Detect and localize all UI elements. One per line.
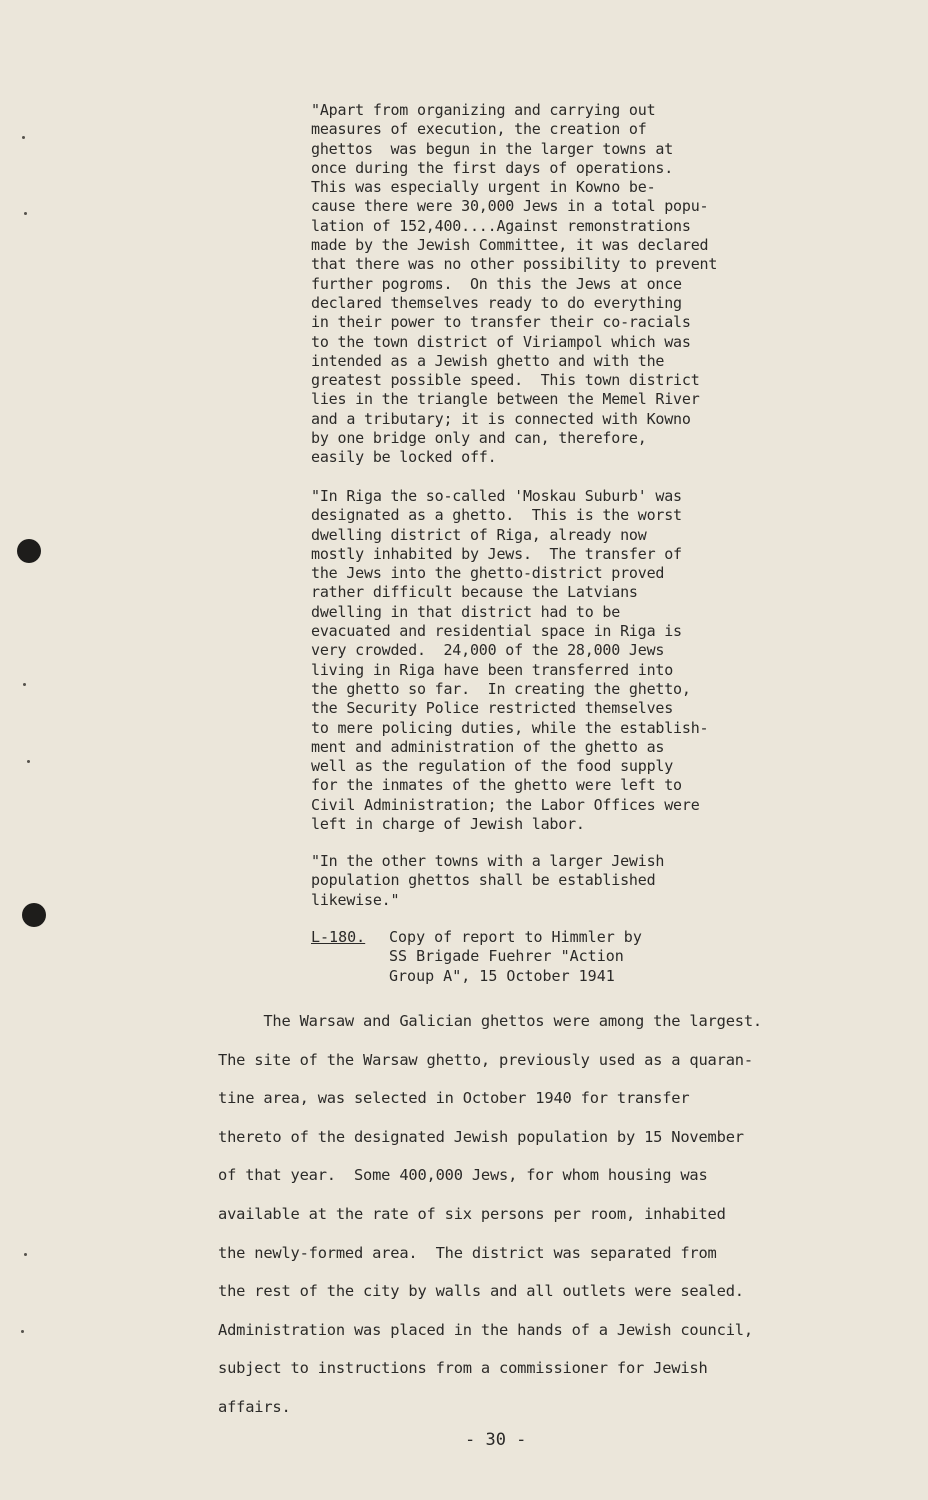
paper-speck bbox=[24, 1253, 27, 1256]
quote-kowno: "Apart from organizing and carrying out measures of execution, the creation of ghettos was begun in the larger towns at once during the first days of operations. This was especially urgent in Kowno be- cause there were 30,000 Jews in a total popu- lation of 152,400....Against remonstrations made by the Jewish Committee, it was declared that there was no other possibility to prevent further pogroms. On this the Jews at once declared themselves ready to do everything in their power to transfer their co-racials to the town district of Viriampol which was intended as a Jewish ghetto and with the greatest possible speed. This town district lies in the triangle between the Memel River and a tributary; it is connected with Kowno by one bridge only and can, therefore, easily be locked off. bbox=[311, 101, 718, 467]
punch-hole bbox=[17, 539, 41, 563]
punch-hole bbox=[22, 903, 46, 927]
paper-speck bbox=[23, 683, 26, 686]
quote-other-towns: "In the other towns with a larger Jewish population ghettos shall be established likewise." bbox=[311, 852, 665, 909]
paper-speck bbox=[27, 760, 30, 763]
paper-speck bbox=[24, 212, 27, 215]
citation-text: Copy of report to Himmler by SS Brigade Fuehrer "Action Group A", 15 October 1941 bbox=[389, 928, 642, 985]
citation-id: L-180. bbox=[311, 928, 366, 946]
paper-speck bbox=[22, 136, 25, 139]
page-number: - 30 - bbox=[465, 1430, 527, 1450]
paper-speck bbox=[21, 1330, 24, 1333]
quote-riga: "In Riga the so-called 'Moskau Suburb' was designated as a ghetto. This is the worst dwelling district of Riga, already now mostly inhabited by Jews. The transfer of the Jews into the ghetto-district proved rather difficult because the Latvians dwelling in that district had to be evacuated and residential space in Riga is very crowded. 24,000 of the 28,000 Jews living in Riga have been transferred into the ghetto so far. In creating the ghetto, the Security Police restricted themselves to mere policing duties, while the establish- ment and administration of the ghetto as well as the regulation of the food supply for the inmates of the ghetto were left to Civil Administration; the Labor Offices were left in charge of Jewish labor. bbox=[311, 487, 709, 834]
body-paragraph: The Warsaw and Galician ghettos were among the largest. The site of the Warsaw ghetto, previously used as a quaran- tine area, was selected in October 1940 for transfer thereto of the designated Jewish population by 15 November of that year. Some 400,000 Jews, for whom housing was available at the rate of six persons per room, inhabited the newly-formed area. The district was separated from the rest of the city by walls and all outlets were sealed. Administration was placed in the hands of a Jewish council, subject to instructions from a commissioner for Jewish affairs. bbox=[218, 1012, 762, 1416]
